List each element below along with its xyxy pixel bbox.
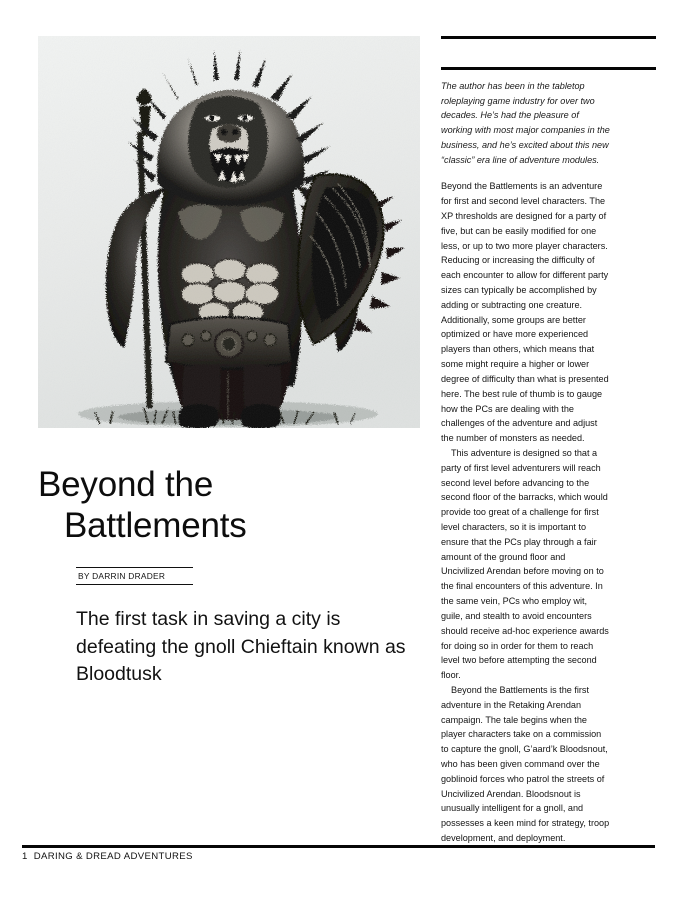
footer-page-number: 1 <box>22 851 28 862</box>
header-rule-banner <box>441 36 656 70</box>
gnoll-chieftain-illustration <box>38 36 420 428</box>
page-footer <box>22 851 193 862</box>
body-paragraph-1: Beyond the Battlements is an adventure for first and second level characters. The XP thresholds are designed for a party of five, but can be easily modified for one less, or up to two more player characters. Reducing or increasing the difficulty of each encounter to allow for different party sizes can typically be accomplished by adding or subtracting one creature. Additionally, some groups are better optimized or have more experienced players than others, which means that some might require a higher or lower degree of difficulty than what is presented here. The best rule of thumb is to gauge how the PCs are dealing with the challenges of the adventure and adjust the number of monsters as needed. <box>441 181 609 444</box>
footer-rule <box>22 845 655 848</box>
title-line-1: Beyond the <box>38 465 214 504</box>
right-column <box>441 36 609 846</box>
footer-publication: DARING & DREAD ADVENTURES <box>33 851 193 862</box>
left-column <box>38 36 422 428</box>
body-paragraph-2: This adventure is designed so that a party of first level adventurers will reach second level before advancing to the second floor of the barracks, which would provide too great of a challenge for first level characters, so it is important to ensure that the PCs play through a fair amount of the ground floor and Uncivilized Arendan before moving on to the final encounters of this adventure. In the same vein, PCs who employ wit, guile, and stealth to avoid encounters should receive ad-hoc experience awards for doing so in order for them to reach level two before attempting the second floor. <box>441 447 609 681</box>
page-title <box>38 464 422 547</box>
byline <box>76 567 193 585</box>
body-copy <box>441 179 611 846</box>
byline-author: BY DARRIN DRADER <box>78 571 166 581</box>
author-note: The author has been in the tabletop roleplaying game industry for over two decades. He’s had the pleasure of working with most major companies in the business, and he’s excited about this new “classic” era line of adventure modules. <box>441 81 610 165</box>
illustration-artwork <box>38 36 420 428</box>
title-line-2: Battlements <box>64 506 247 546</box>
article-deck: The first task in saving a city is defeating the gnoll Chieftain known as Bloodtusk <box>76 608 406 686</box>
body-paragraph-3: Beyond the Battlements is the first adventure in the Retaking Arendan campaign. The tale begins when the player characters take on a commission to capture the gnoll, G’aard’k Bloodsnout, who has been given command over the goblinoid forces who patrol the streets of Uncivilized Arendan. Bloodsnout is unusually intelligent for a gnoll, and possesses a keen mind for strategy, troop development, and deployment. <box>441 684 610 844</box>
